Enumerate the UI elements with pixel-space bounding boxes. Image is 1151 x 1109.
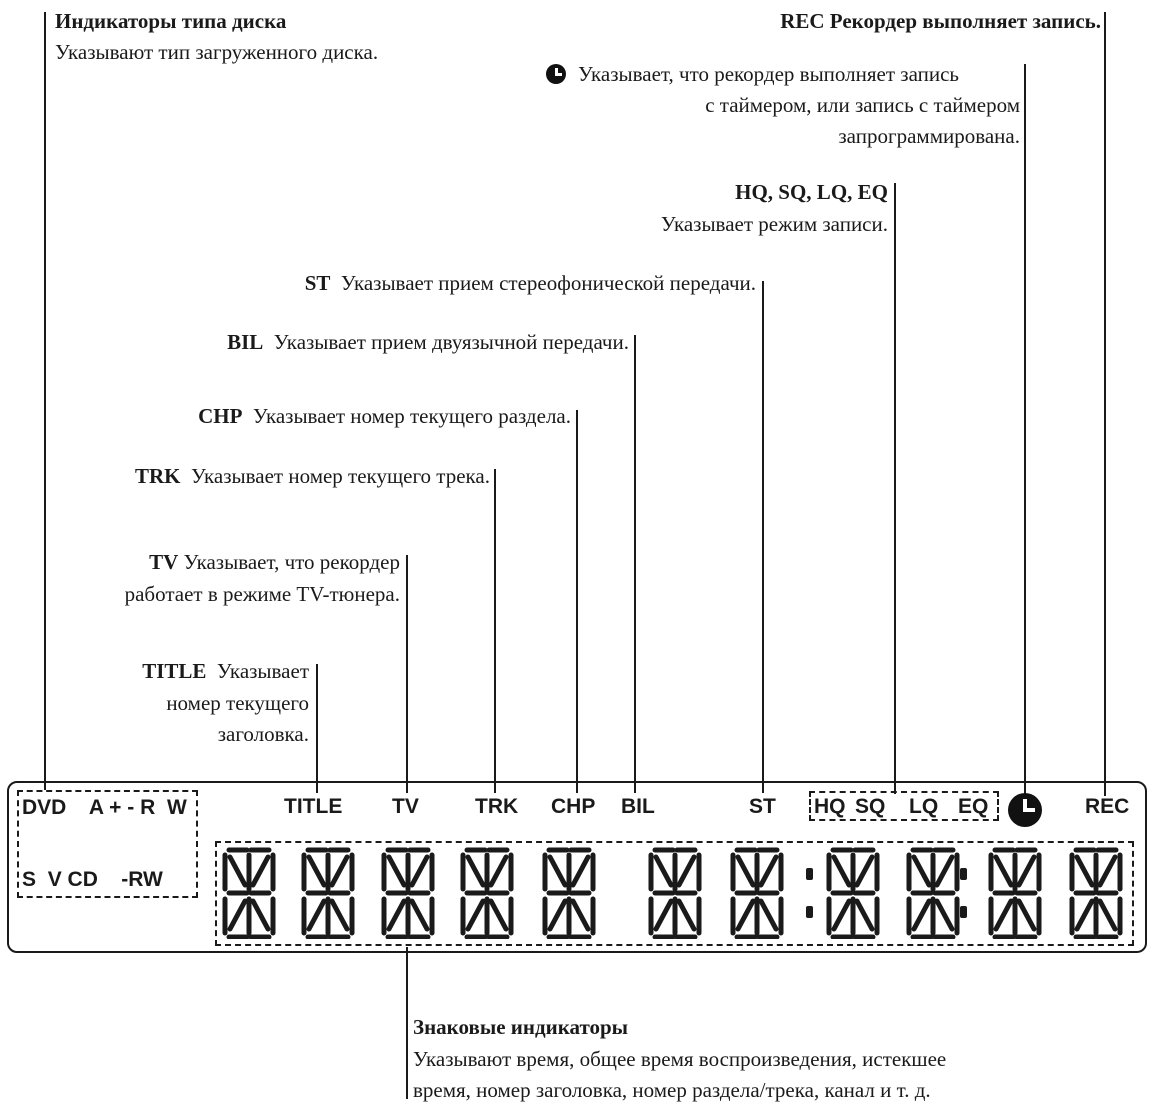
- leader-bil: [634, 335, 636, 793]
- bil-callout: [227, 327, 629, 358]
- chp-callout-label: CHP: [198, 404, 243, 428]
- st-callout: [305, 268, 756, 299]
- digit-segment: [491, 901, 506, 929]
- digit-segment: [1100, 857, 1115, 885]
- label-chp: CHP: [551, 795, 596, 818]
- chars-line2: время, номер заголовка, номер раздела/трека, канал и т. д.: [413, 1078, 931, 1102]
- title-callout-label: TITLE: [142, 659, 207, 683]
- title-callout-line1: [142, 656, 309, 687]
- disc-row1: [22, 796, 187, 820]
- digit-segment: [656, 857, 671, 885]
- leader-tv: [406, 555, 408, 793]
- segment-digit-icon: [645, 847, 705, 939]
- digit-segment: [253, 901, 268, 929]
- chp-callout-desc: Указывает номер текущего раздела.: [252, 404, 571, 428]
- segment-digit-icon: [298, 847, 358, 939]
- timer-line1: Указывает, что рекордер выполняет запись: [578, 62, 959, 86]
- label-st: ST: [749, 795, 776, 818]
- digit-segment: [738, 857, 753, 885]
- digit-segment: [857, 901, 872, 929]
- segment-digit-icon: [985, 847, 1045, 939]
- trk-callout: [135, 461, 490, 492]
- digit-segment: [309, 857, 324, 885]
- st-callout-label: ST: [304, 271, 331, 295]
- label-rec: REC: [1085, 795, 1130, 818]
- chars-title: Знаковые индикаторы: [413, 1015, 629, 1039]
- rec-callout-label: REC: [780, 9, 825, 33]
- digit-segment: [491, 857, 506, 885]
- label-sq: SQ: [855, 795, 886, 818]
- digit-segment: [914, 901, 929, 929]
- rec-callout-desc: Рекордер выполняет запись.: [829, 9, 1101, 33]
- leader-chars: [406, 947, 408, 1099]
- disc-minus: -: [127, 796, 135, 819]
- digit-segment: [914, 857, 929, 885]
- digit-segment: [1077, 857, 1092, 885]
- label-hq: HQ: [814, 795, 846, 818]
- digit-segment: [679, 857, 694, 885]
- colon-dot: [960, 906, 967, 918]
- digit-segment: [230, 857, 245, 885]
- digit-segment: [332, 857, 347, 885]
- timer-clock-icon: [546, 64, 566, 84]
- leader-timer: [1024, 64, 1026, 797]
- disc-s: S: [22, 868, 37, 891]
- label-eq: EQ: [958, 795, 989, 818]
- disc-row2: [22, 868, 163, 892]
- segment-digit-icon: [378, 847, 438, 939]
- leader-st: [762, 281, 764, 793]
- trk-callout-label: TRK: [135, 464, 181, 488]
- segment-digit-icon: [1066, 847, 1126, 939]
- digit-segment: [253, 857, 268, 885]
- digit-segment: [332, 901, 347, 929]
- colon-dot: [806, 868, 813, 880]
- segment-digit-icon: [457, 847, 517, 939]
- digit-segment: [834, 857, 849, 885]
- tv-callout-line2: работает в режиме TV-тюнера.: [124, 582, 400, 606]
- disc-r: R: [140, 796, 156, 819]
- leader-trk: [494, 469, 496, 793]
- tv-callout-desc1: Указывает, что рекордер: [183, 550, 400, 574]
- label-trk: TRK: [475, 795, 519, 818]
- digit-segment: [309, 901, 324, 929]
- digit-segment: [761, 901, 776, 929]
- quality-label: HQ, SQ, LQ, EQ: [735, 180, 888, 204]
- digit-segment: [412, 901, 427, 929]
- digit-segment: [996, 857, 1011, 885]
- digit-segment: [550, 901, 565, 929]
- timer-line2: с таймером, или запись с таймером: [705, 93, 1020, 117]
- digit-segment: [1077, 901, 1092, 929]
- digit-segment: [1019, 857, 1034, 885]
- tv-callout-line1: [149, 547, 400, 578]
- digit-segment: [573, 901, 588, 929]
- title-callout-line2: номер текущего: [166, 691, 309, 715]
- leader-title: [316, 664, 318, 793]
- disc-v: V: [47, 868, 62, 891]
- segment-digit-icon: [903, 847, 963, 939]
- digit-segment: [412, 857, 427, 885]
- digit-segment: [230, 901, 245, 929]
- digit-segment: [834, 901, 849, 929]
- label-tv: TV: [392, 795, 419, 818]
- digit-segment: [389, 901, 404, 929]
- digit-segment: [573, 857, 588, 885]
- digit-segment: [468, 901, 483, 929]
- title-callout-line3: заголовка.: [217, 722, 309, 746]
- disc-cd: CD: [67, 868, 98, 891]
- colon-dot: [960, 868, 967, 880]
- digit-segment: [857, 857, 872, 885]
- label-lq: LQ: [909, 795, 939, 818]
- label-bil: BIL: [621, 795, 655, 818]
- digit-segment: [679, 901, 694, 929]
- disc-type-desc: Указывают тип загруженного диска.: [55, 40, 379, 64]
- bil-callout-desc: Указывает прием двуязычной передачи.: [273, 330, 629, 354]
- disc-plus: +: [109, 796, 122, 819]
- segment-digit-icon: [539, 847, 599, 939]
- digit-segment: [389, 857, 404, 885]
- digit-segment: [738, 901, 753, 929]
- clock-icon: [1008, 793, 1042, 827]
- segment-digit-icon: [219, 847, 279, 939]
- tv-callout-label: TV: [149, 550, 179, 574]
- digit-segment: [1019, 901, 1034, 929]
- rec-callout: [780, 6, 1101, 37]
- leader-quality: [894, 183, 896, 794]
- digit-segment: [1100, 901, 1115, 929]
- disc-rw: -RW: [121, 868, 163, 891]
- disc-w: W: [166, 796, 187, 819]
- leader-disc-type: [44, 12, 46, 790]
- digit-segment: [468, 857, 483, 885]
- digit-segment: [656, 901, 671, 929]
- digit-segment: [550, 857, 565, 885]
- segment-digit-icon: [823, 847, 883, 939]
- bil-callout-label: BIL: [227, 330, 264, 354]
- digit-segment: [996, 901, 1011, 929]
- trk-callout-desc: Указывает номер текущего трека.: [191, 464, 490, 488]
- label-title: TITLE: [284, 795, 343, 818]
- quality-desc: Указывает режим записи.: [660, 212, 888, 236]
- timer-line3: запрограммирована.: [838, 124, 1020, 148]
- chars-line1: Указывают время, общее время воспроизведения, истекшее: [413, 1047, 947, 1071]
- leader-rec: [1104, 12, 1106, 796]
- colon-dot: [806, 906, 813, 918]
- st-callout-desc: Указывает прием стереофонической передачи.: [340, 271, 756, 295]
- segment-digit-icon: [727, 847, 787, 939]
- chp-callout: [198, 401, 571, 432]
- disc-dvd: DVD: [22, 796, 67, 819]
- leader-chp: [576, 410, 578, 793]
- digit-segment: [937, 901, 952, 929]
- digit-segment: [937, 857, 952, 885]
- title-callout-desc1: Указывает: [216, 659, 309, 683]
- disc-type-title: Индикаторы типа диска: [55, 9, 287, 33]
- disc-a: A: [88, 796, 104, 819]
- digit-segment: [761, 857, 776, 885]
